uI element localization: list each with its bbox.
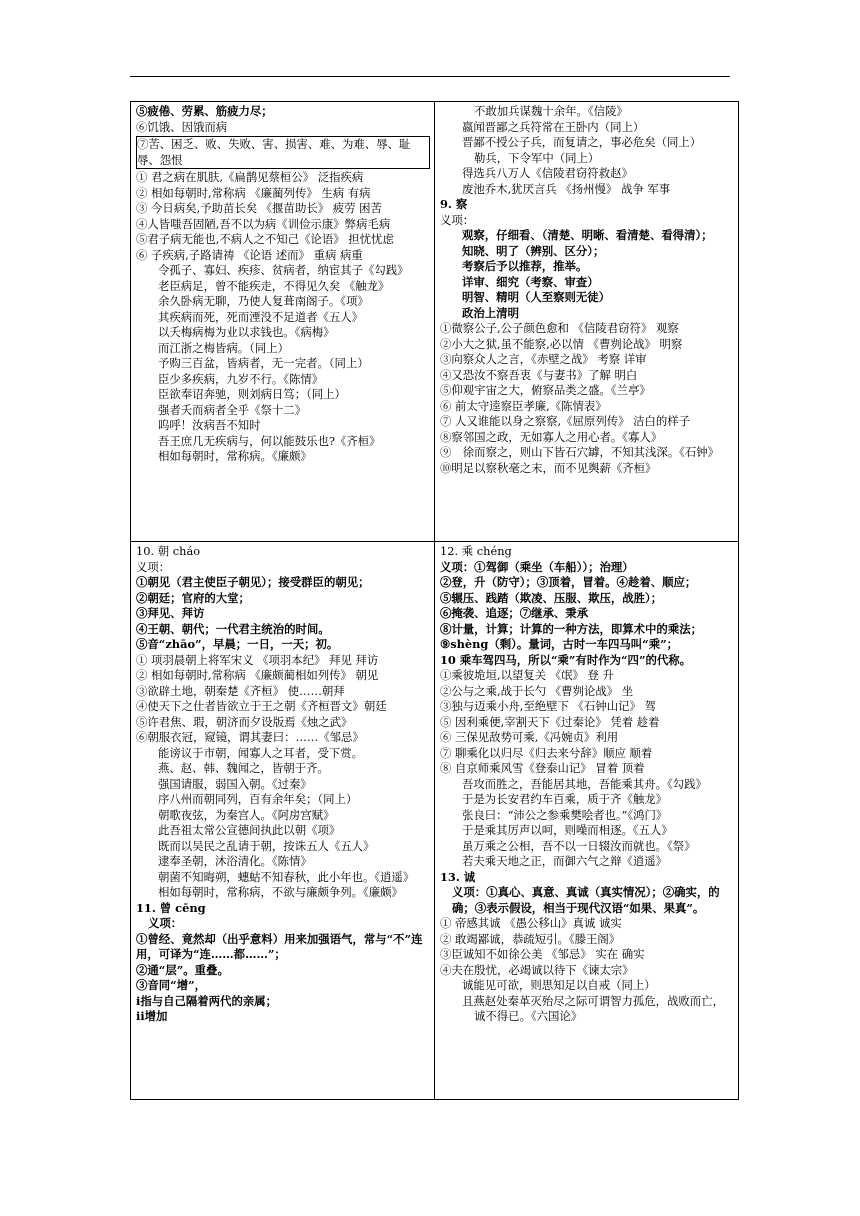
line-text: 予购三百盆，皆病者，无一完者。（同上） xyxy=(158,356,369,370)
arrow-bullet-icon xyxy=(136,854,158,870)
line-text: 13. 诚 xyxy=(440,869,476,884)
arrow-bullet-icon xyxy=(136,294,158,310)
cell-chao-ceng-definitions xyxy=(131,542,435,1100)
text-line xyxy=(440,963,734,979)
example-sentence xyxy=(440,244,734,260)
arrow-bullet-icon xyxy=(136,823,158,839)
text-line xyxy=(440,637,734,653)
arrow-bullet-icon xyxy=(136,310,158,326)
example-sentence xyxy=(440,854,734,870)
line-text: 臣欲奉诏奔驰，则刘病日笃；（同上） xyxy=(158,387,346,401)
line-text: ②朝廷；官府的大堂； xyxy=(136,590,250,605)
text-line xyxy=(440,761,734,777)
text-line xyxy=(440,746,734,762)
text-line xyxy=(440,399,734,415)
text-line xyxy=(440,321,734,337)
example-sentence xyxy=(136,870,430,886)
arrow-bullet-icon xyxy=(440,792,462,808)
line-text: 明智、精明（人至察则无徒） xyxy=(462,290,611,304)
arrow-bullet-icon xyxy=(440,290,462,306)
line-text: 朝歌夜弦，为秦宫人。《阿房宫赋》 xyxy=(158,807,335,822)
text-line xyxy=(136,186,430,202)
line-text: 勒兵，下令军中（同上） xyxy=(474,150,600,165)
text-line xyxy=(136,994,430,1010)
arrow-bullet-icon xyxy=(440,823,462,839)
text-line xyxy=(440,560,734,576)
example-sentence xyxy=(440,290,734,306)
text-line xyxy=(136,104,430,120)
example-sentence xyxy=(440,275,734,291)
line-text: ⑩明足以察秋毫之末，而不见舆薪《齐桓》 xyxy=(440,460,657,475)
arrow-bullet-icon xyxy=(136,839,158,855)
text-line xyxy=(440,544,734,560)
line-text: ⑤许君焦、瑕，朝济而夕设版焉《烛之武》 xyxy=(136,714,353,729)
arrow-bullet-icon xyxy=(440,244,462,260)
example-sentence xyxy=(440,823,734,839)
line-text: 10 乘车驾四马，所以“乘”有时作为“四”的代称。 xyxy=(440,652,692,667)
line-text: 于是乘其厉声以呵，则噪而相逐。《五人》 xyxy=(462,823,673,837)
line-text: 能谤议于市朝，闻寡人之耳者，受下赏。 xyxy=(158,745,364,760)
line-text: ⑨ 徐而察之，则山下皆石穴罅，不知其浅深。《石钟》 xyxy=(440,445,720,459)
arrow-bullet-icon xyxy=(136,808,158,824)
line-text: 张良曰：“沛公之参乘樊哙者也。”《鸿门》 xyxy=(462,807,668,822)
example-sentence xyxy=(440,808,734,824)
line-text: ③臣诚知不如徐公美 《邹忌》 实在 确实 xyxy=(440,947,645,961)
arrow-bullet-icon xyxy=(136,356,158,372)
text-line xyxy=(440,730,734,746)
example-sentence xyxy=(440,166,734,182)
example-sentence xyxy=(440,777,734,793)
line-text: ① 项羽晨朝上将军宋义 《项羽本纪》 拜见 拜访 xyxy=(136,652,379,667)
example-sentence xyxy=(136,356,430,372)
example-sentence xyxy=(136,761,430,777)
text-line xyxy=(440,668,734,684)
arrow-bullet-icon xyxy=(136,279,158,295)
text-line xyxy=(136,668,430,684)
line-text: 呜呼！汝病吾不知时 xyxy=(158,418,261,432)
line-text: ⑦苦、困乏、败、失败、害、损害、难、为难、辱、耻辱、怨恨 xyxy=(137,137,411,167)
line-text: 政治上清明 xyxy=(462,305,519,320)
text-line xyxy=(440,445,734,461)
line-text: 吾王庶几无疾病与，何以能鼓乐也?《齐桓》 xyxy=(158,433,381,448)
line-text: ②小大之狱,虽不能察,必以情 《曹刿论战》 明察 xyxy=(440,336,683,351)
text-line xyxy=(440,197,734,213)
cell-cheng-definitions xyxy=(435,542,739,1100)
line-text: 且燕赵处秦革灭殆尽之际可谓智力孤危，战败而亡，诚不得已。《六国论》 xyxy=(462,993,724,1023)
example-sentence xyxy=(136,387,430,403)
text-line xyxy=(136,217,430,233)
line-text: ⑥ 三保见敌势可乘,《冯婉贞》利用 xyxy=(440,730,619,744)
line-text: ⑧计量，计算；计算的一种方法，即算术中的乘法； xyxy=(440,621,702,636)
text-line xyxy=(136,730,430,746)
arrow-bullet-icon xyxy=(136,418,158,434)
line-text: 不敢加兵谋魏十余年。《信陵》 xyxy=(474,104,628,118)
line-text: ④王朝、朝代；一代君主统治的时间。 xyxy=(136,621,330,636)
text-line xyxy=(136,622,430,638)
line-text: ③向察众人之言，《赤壁之战》 考察 详审 xyxy=(440,352,647,366)
text-line xyxy=(440,947,734,963)
text-line xyxy=(440,606,734,622)
example-sentence xyxy=(136,279,430,295)
arrow-bullet-icon xyxy=(440,259,462,275)
line-text: ⑦ 聊乘化以归尽《归去来兮辞》顺应 顺着 xyxy=(440,745,653,760)
example-sentence xyxy=(136,823,430,839)
arrow-bullet-icon xyxy=(136,263,158,279)
line-text: ①曾经、竟然却（出乎意料）用来加强语气，常与“不”连用，可译为“连……都……”； xyxy=(136,931,423,961)
line-text: 嬴闻晋鄙之兵符常在王卧内（同上） xyxy=(462,119,645,134)
text-line xyxy=(136,136,430,169)
line-text: ②公与之乘,战于长勺 《曹刿论战》 坐 xyxy=(440,683,634,698)
example-sentence xyxy=(440,228,734,244)
arrow-bullet-icon xyxy=(440,306,462,322)
text-line xyxy=(440,430,734,446)
line-text: ② 相如每朝时,常称病 《廉颇蔺相如列传》 朝见 xyxy=(136,668,379,682)
example-sentence xyxy=(440,104,734,120)
text-line xyxy=(440,414,734,430)
text-line xyxy=(136,606,430,622)
arrow-bullet-icon xyxy=(136,325,158,341)
text-line xyxy=(136,591,430,607)
example-sentence xyxy=(440,120,734,136)
line-text: ⅰ指与自己隔着两代的亲属； xyxy=(136,993,278,1008)
line-text: 详审、细究（考察、审查） xyxy=(462,274,599,289)
arrow-bullet-icon xyxy=(440,275,462,291)
line-text: ⑧ 自京师乘风雪《登泰山记》 冒着 顶着 xyxy=(440,761,645,775)
line-text: 余久卧病无聊，乃使人复葺南阁子。《项》 xyxy=(158,294,369,308)
line-text: 义项：①驾御（乘坐（车船））；治理） xyxy=(440,559,634,574)
text-line xyxy=(136,684,430,700)
example-sentence xyxy=(136,294,430,310)
arrow-bullet-icon xyxy=(440,839,462,855)
example-sentence xyxy=(136,310,430,326)
text-line xyxy=(136,120,430,136)
text-line xyxy=(136,201,430,217)
line-text: ⑧察邻国之政，无如寡人之用心者。《寡人》 xyxy=(440,429,663,444)
text-line xyxy=(440,885,734,916)
line-text: ④夫在殷忧，必竭诚以待下《谏太宗》 xyxy=(440,962,634,977)
line-text: ④人皆嗤吾固陋,吾不以为病《训俭示康》弊病毛病 xyxy=(136,216,391,231)
cell-cha-definitions xyxy=(435,102,739,542)
line-text: 义项： xyxy=(136,559,171,574)
line-text: 义项： xyxy=(148,916,183,930)
text-line xyxy=(136,637,430,653)
text-line xyxy=(440,368,734,384)
text-line xyxy=(440,916,734,932)
example-sentence xyxy=(136,839,430,855)
line-text: 观察，仔细看、（清楚、明晰、看清楚、看得清）； xyxy=(462,228,713,242)
line-text: 而江浙之梅皆病。（同上） xyxy=(158,340,289,355)
line-text: 义项：①真心、真意、真诚（真实情况）；②确实，的确；③表示假设，相当于现代汉语“如果、果真”。 xyxy=(452,885,720,915)
line-text: 逮奉圣朝，沐浴清化。《陈情》 xyxy=(158,854,312,868)
line-text: ⑥饥饿、因饿而病 xyxy=(136,119,228,134)
line-text: ⅱ增加 xyxy=(136,1009,168,1023)
example-sentence xyxy=(440,839,734,855)
arrow-bullet-icon xyxy=(440,854,462,870)
example-sentence xyxy=(136,341,430,357)
line-text: 相如每朝时，常称病，不欲与廉颇争列。《廉颇》 xyxy=(158,885,403,899)
line-text: ③拜见、拜访 xyxy=(136,606,205,620)
line-text: 朝菌不知晦朔，蟪蛄不知春秋，此小年也。《逍遥》 xyxy=(158,869,415,884)
arrow-bullet-icon xyxy=(440,777,462,793)
arrow-bullet-icon xyxy=(136,403,158,419)
arrow-bullet-icon xyxy=(136,341,158,357)
line-text: 知晓、明了（辨别、区分）； xyxy=(462,243,605,258)
arrow-bullet-icon xyxy=(136,372,158,388)
example-sentence xyxy=(136,325,430,341)
line-text: 强国请服，弱国入朝。《过秦》 xyxy=(158,776,312,791)
arrow-bullet-icon xyxy=(136,777,158,793)
line-text: ⑤辗压、践踏（欺凌、压服、欺压，战胜）； xyxy=(440,590,663,605)
arrow-bullet-icon xyxy=(440,978,462,994)
line-text: 若夫乘天地之正，而御六气之辩《逍遥》 xyxy=(462,854,668,868)
text-line xyxy=(136,575,430,591)
text-line xyxy=(440,591,734,607)
line-text: 义项： xyxy=(440,212,475,227)
line-text: 序八州而朝同列，百有余年矣；（同上） xyxy=(158,792,358,806)
line-text: 于是为长安君约车百乘，质于齐《触龙》 xyxy=(462,792,668,806)
line-text: ⑤ 因利乘便,宰割天下《过秦论》 凭着 趁着 xyxy=(440,714,660,729)
text-line xyxy=(440,575,734,591)
example-sentence xyxy=(440,994,734,1025)
line-text: ④又恐汝不察吾衷《与妻书》了解 明白 xyxy=(440,367,638,382)
text-line xyxy=(136,544,430,560)
line-text: 臣少多疾病，九岁不行。《陈情》 xyxy=(158,371,324,386)
text-line xyxy=(136,963,430,979)
arrow-bullet-icon xyxy=(136,449,158,465)
text-line xyxy=(440,622,734,638)
line-text: ⑤君子病无能也,不病人之不知己《论语》 担忧忧虑 xyxy=(136,232,394,246)
line-text: ③独与迈乘小舟,至绝壁下 《石钟山记》 驾 xyxy=(440,699,656,713)
line-text: ⑤音“zhāo”，早晨；一日，一天；初。 xyxy=(136,637,339,651)
arrow-bullet-icon xyxy=(440,994,462,1010)
line-text: 其疾病而死，死而湮没不足道者《五人》 xyxy=(158,309,364,324)
line-text: ③音同“增”， xyxy=(136,978,207,992)
example-sentence xyxy=(440,978,734,994)
line-text: 相如每朝时，常称病。《廉颇》 xyxy=(158,449,312,463)
line-text: ③ 今日病矣,予助苗长矣 《揠苗助长》 疲劳 困苦 xyxy=(136,201,382,215)
example-sentence xyxy=(136,449,430,465)
line-text: 12. 乘 chéng xyxy=(440,544,512,558)
line-text: 晋鄙不授公子兵，而复请之，事必危矣（同上） xyxy=(462,135,702,149)
arrow-bullet-icon xyxy=(136,434,158,450)
arrow-bullet-icon xyxy=(440,808,462,824)
arrow-bullet-icon xyxy=(136,870,158,886)
line-text: ⑥ 子疾病,子路请祷 《论语 述而》 重病 病重 xyxy=(136,247,363,262)
text-line xyxy=(136,560,430,576)
arrow-bullet-icon xyxy=(136,885,158,901)
line-text: ③欲辟土地，朝秦楚《齐桓》 使……朝拜 xyxy=(136,683,345,698)
example-sentence xyxy=(440,135,734,151)
text-line xyxy=(136,901,430,917)
arrow-bullet-icon xyxy=(440,228,462,244)
line-text: 吾攻而胜之，吾能居其地，吾能乘其舟。《勾践》 xyxy=(462,776,707,791)
line-text: ①微察公子,公子颜色愈和 《信陵君窃符》 观察 xyxy=(440,321,679,335)
line-text: ④使天下之仕者皆欲立于王之朝《齐桓晋文》朝廷 xyxy=(136,699,387,713)
example-sentence xyxy=(136,263,430,279)
line-text: ⑥ 前太守逵察臣孝廉,《陈情表》 xyxy=(440,398,607,413)
line-text: ⑤仰观宇宙之大，俯察品类之盛。《兰亭》 xyxy=(440,383,651,397)
cell-bing-definitions xyxy=(131,102,435,542)
example-sentence xyxy=(136,403,430,419)
line-text: 诚能见可欲，则思知足以自戒（同上） xyxy=(462,978,656,992)
example-sentence xyxy=(136,854,430,870)
line-text: 强者夭而病者全乎《祭十二》 xyxy=(158,402,307,417)
line-text: 老臣病足，曾不能疾走，不得见久矣 《触龙》 xyxy=(158,278,390,293)
arrow-bullet-icon xyxy=(136,761,158,777)
example-sentence xyxy=(136,792,430,808)
line-text: 既而以吴民之乱请于朝，按诛五人《五人》 xyxy=(158,838,375,853)
example-sentence xyxy=(136,746,430,762)
line-text: ② 相如每朝时,常称病 《廉蔺列传》 生病 有病 xyxy=(136,185,371,200)
line-text: ② 敢竭鄙诚，恭疏短引。《滕王阁》 xyxy=(440,931,621,946)
text-line xyxy=(136,978,430,994)
text-line xyxy=(136,248,430,264)
line-text: 考察后予以推荐，推举。 xyxy=(462,259,588,273)
text-line xyxy=(136,232,430,248)
arrow-bullet-icon xyxy=(440,104,462,120)
line-text: 虽万乘之公相，吾不以一日辍汝而就也。《祭》 xyxy=(462,838,696,853)
line-text: ①朝见（君主使臣子朝见）；接受群臣的朝见； xyxy=(136,575,370,589)
text-line xyxy=(136,699,430,715)
text-line xyxy=(136,1009,430,1025)
example-sentence xyxy=(136,777,430,793)
example-sentence xyxy=(136,808,430,824)
arrow-bullet-icon xyxy=(136,792,158,808)
text-line xyxy=(440,684,734,700)
text-line xyxy=(440,715,734,731)
example-sentence xyxy=(136,434,430,450)
line-text: 9. 察 xyxy=(440,197,468,211)
text-line xyxy=(440,213,734,229)
text-line xyxy=(136,170,430,186)
content-table xyxy=(130,101,739,1100)
text-line xyxy=(136,916,430,932)
example-sentence xyxy=(440,306,734,322)
text-line xyxy=(440,352,734,368)
line-text: ①乘彼垝垣,以望复关 《氓》 登 升 xyxy=(440,668,614,682)
line-text: ① 君之病在肌肤,《扁鹊见蔡桓公》 泛指疾病 xyxy=(136,170,364,184)
arrow-bullet-icon xyxy=(136,387,158,403)
text-line xyxy=(440,383,734,399)
example-sentence xyxy=(136,418,430,434)
text-line xyxy=(440,461,734,477)
text-line xyxy=(136,932,430,963)
arrow-bullet-icon xyxy=(440,135,462,151)
example-sentence xyxy=(440,792,734,808)
line-text: 10. 朝 cháo xyxy=(136,544,201,558)
text-line xyxy=(136,715,430,731)
line-text: ① 帝感其诚 《愚公移山》真诚 诚实 xyxy=(440,916,622,930)
example-sentence xyxy=(440,151,734,167)
text-line xyxy=(440,870,734,886)
arrow-bullet-icon xyxy=(440,120,462,136)
text-line xyxy=(440,337,734,353)
line-text: ②登，升（防守）；③顶着，冒着。④趁着、顺应； xyxy=(440,575,697,589)
line-text: 得选兵八万人《信陵君窃符救赵》 xyxy=(462,166,633,180)
line-text: ⑥掩袭、追逐；⑦继承、秉承 xyxy=(440,606,589,620)
text-line xyxy=(440,653,734,669)
arrow-bullet-icon xyxy=(136,746,158,762)
line-text: ⑨shèng（剩）。量词，古时一车四马叫“乘”； xyxy=(440,637,679,651)
line-text: 废池乔木,犹厌言兵 《扬州慢》 战争 军事 xyxy=(462,181,671,196)
line-text: 此吾祖太常公宣德间执此以朝《项》 xyxy=(158,823,341,837)
line-text: 燕、赵、韩、魏闻之，皆朝于齐。 xyxy=(158,761,329,775)
example-sentence xyxy=(136,372,430,388)
line-text: ⑥朝服衣冠，窥镜，谓其妻曰：……《邹忌》 xyxy=(136,730,364,744)
example-sentence xyxy=(440,259,734,275)
text-line xyxy=(136,653,430,669)
example-sentence xyxy=(136,885,430,901)
example-sentence xyxy=(440,182,734,198)
line-text: ⑤疲倦、劳累、筋疲力尽； xyxy=(136,104,273,118)
line-text: ⑦ 人又谁能以身之察察,《屈原列传》 洁白的样子 xyxy=(440,414,691,428)
header-rule xyxy=(130,76,730,77)
arrow-bullet-icon xyxy=(440,182,462,198)
line-text: 令孤子、寡妇、疾疹、贫病者，纳宦其子《勾践》 xyxy=(158,263,409,277)
arrow-bullet-icon xyxy=(440,151,462,167)
text-line xyxy=(440,932,734,948)
line-text: ②通“层”。重叠。 xyxy=(136,962,229,977)
arrow-bullet-icon xyxy=(440,166,462,182)
line-text: 以夭梅病梅为业以求钱也。《病梅》 xyxy=(158,325,335,339)
text-line xyxy=(440,699,734,715)
line-text: 11. 曾 cēng xyxy=(136,900,206,915)
